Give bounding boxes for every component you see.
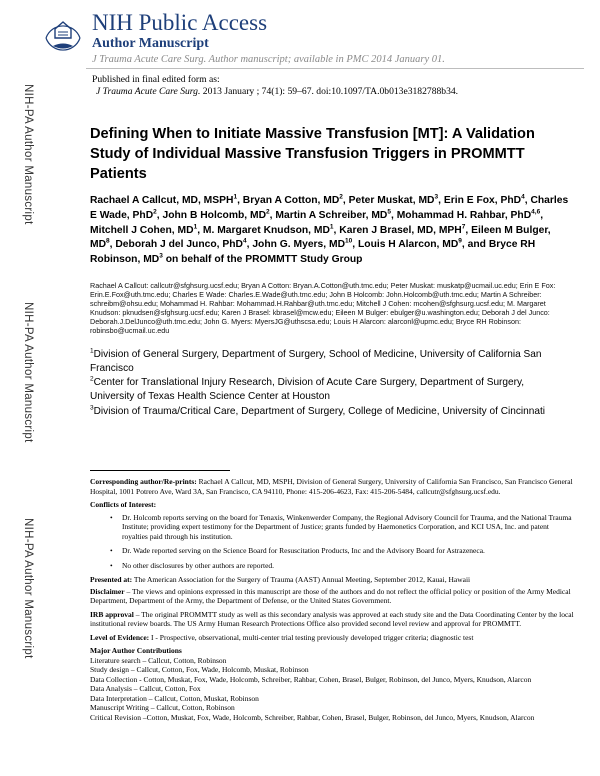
author-affiliation-sup: 8 [106,237,110,245]
author-name-text: Eileen M Bulger, MD [90,224,551,251]
author-name-text: Karen J Brasel, MD, MPH [339,224,462,236]
author-affiliation-sup: 1 [193,223,198,231]
irb-note: IRB approval – The original PROMMTT study as well as this secondary analysis was approved at each study site and the Data Coordinating Center by the local institutional review boards. The US Army Human Research Protections Office also provided second level review and approval for PROMMTT. [90,609,574,628]
affiliation-text: Division of General Surgery, Department of Surgery, School of Medicine, University of California San Francisco [90,349,542,374]
author-name [162,210,269,221]
affiliation-2 [90,376,570,403]
affiliation-1 [90,348,570,375]
author-name [397,210,541,221]
author-manuscript-label: Author Manuscript [92,36,209,51]
conflict-item: • No other disclosures by other authors are reported. [90,561,576,571]
author-affiliation-sup: 1 [233,193,238,201]
side-label-bottom: NIH-PA Author Manuscript [22,518,34,659]
author-connector: and [467,239,489,251]
contribution-item: Data Collection - Cotton, Muskat, Fox, Wade, Holcomb, Schreiber, Rahbar, Cohen, Brasel, Bulger, Robinson, del Junco, Myers, Knudson, Alarcon [90,674,532,684]
author-name-text: Louis H Alarcon, MD [357,239,459,251]
author-affiliation-sup: 4,6 [531,208,541,216]
author-affiliation-sup: 10 [345,237,353,245]
corresponding-label: Corresponding author/Re-prints: [90,477,197,486]
footnotes [90,477,576,722]
conflict-item: • Dr. Holcomb reports serving on the board for Tenaxis, Winkenwerder Company, the Regional Advisory Council for Trauma, and the National Trauma Institute; providing expert testimony for the Department of Justice; grants funded by Haemonetics Corporation, and KCI USA, Inc. and patent royalties paid through his institution. [90,513,576,542]
author-name-text: Bryan A Cotton, MD [242,195,340,206]
published-label: Published in final edited form as: [92,74,220,85]
conflicts-heading: Conflicts of Interest: [90,500,157,509]
affiliation-text: Center for Translational Injury Research, Division of Acute Care Surgery, Department of Surgery, University of Texas Health Science Center at Houston [90,377,525,402]
author-name-text: M. Margaret Knudson, MD [202,224,330,236]
author-affiliation-sup: 2 [266,208,270,216]
author-emails: Rachael A Callcut: callcutr@sfghsurg.ucsf.edu; Bryan A Cotton: Bryan.A.Cotton@uth.tmc.edu; Peter Muskat: muskatp@ucmail.uc.edu; Erin E Fox: Erin.E.Fox@uth.tmc.edu; Charles E Wade: Charles.E.Wade@uth.tmc.edu; John B Holcomb: John.Holcomb@uth.tmc.edu; Martin A Schreiber: schreibm@ohsu.edu; Mohammad H. Rahbar: Mohammad.H.Rahbar@uth.tmc.edu; Mitchell J Cohen: mcohen@sfghsurg.ucsf.edu; M. Margaret Knudson: pknudsen@sfghsurg.ucsf.edu; Karen J Brasel: kbrasel@mcw.edu; Eileen M Bulger: ebulger@u.washington.edu; Deborah J del Junco: Deborah.J.DelJunco@uth.tmc.edu; John G. Myers: MyersJG@uthscsa.edu; Louis H Alarcon: alarconl@upmc.edu; Bryce RH Robinson: robinsbo@ucmail.uc.edu [90,281,556,336]
disclaimer-note: Disclaimer – The views and opinions expressed in this manuscript are those of the authors and do not reflect the official policy or position of the Army Medical Department, Department of the Army, the Department of Defense, or the United States Government. [90,586,571,605]
author-affiliation-sup: 4 [242,237,247,245]
affiliation-text: Division of Trauma/Critical Care, Department of Surgery, College of Medicine, University of Cincinnati [93,406,546,417]
author-name-text: Bryce RH Robinson, MD [90,239,536,266]
author-name-text: Rachael A Callcut, MD, MSPH [90,195,234,206]
contribution-item: Study design – Callcut, Cotton, Fox, Wade, Holcomb, Muskat, Robinson [90,665,309,674]
author-affiliation-sup: 5 [387,208,391,216]
citation-details: 2013 January ; 74(1): 59–67. doi:10.1097/TA.0b013e3182788b34. [200,86,459,97]
author-name-text: Erin E Fox, PhD [443,195,522,206]
author-name-text: Charles E Wade, PhD [90,195,569,221]
author-affiliation-sup: 3 [159,252,163,260]
author-name-text: Mohammad H. Rahbar, PhD [396,209,532,221]
footnote-divider [90,470,230,471]
side-label-middle: NIH-PA Author Manuscript [22,302,34,443]
author-name [349,195,438,206]
presented-note: Presented at: The American Association for the Surgery of Trauma (AAST) Annual Meeting, September 2012, Kauai, Hawaii [90,575,471,584]
author-name [275,210,391,221]
author-name [90,225,197,236]
author-name [203,225,334,236]
author-affiliation-sup: 2 [153,208,157,216]
author-name [243,195,343,206]
corresponding-text: Rachael A Callcut, MD, MSPH, Division of General Surgery, University of California San Francisco, San Francisco General Hospital, 1001 Potrero Ave, Ward 3A, San Francisco, CA 94110, Phone: 415-206-4623, Fax: 415-206-5484, callcutr@sfghsurg.ucsf.edu. [90,477,573,496]
author-affiliation-sup: 3 [434,193,439,201]
affiliation-number: 1 [90,347,94,355]
contribution-item: Critical Revision –Cotton, Muskat, Fox, Wade, Holcomb, Schreiber, Rahbar, Cohen, Brasel, Bulger, Robinson, del Junco, Myers, Knudson, Alarcon [90,712,535,722]
contribution-item: Literature search – Callcut, Cotton, Robinson [90,655,227,665]
nih-seal-logo [40,8,86,68]
contributions-heading: Major Author Contributions [90,646,182,655]
author-name [339,225,465,236]
affiliation-number: 2 [90,375,94,383]
author-name-text: Deborah J del Junco, PhD [115,239,243,251]
author-affiliation-sup: 2 [339,193,343,201]
affiliation-3 [90,405,570,419]
author-name [358,239,462,250]
conflicts-list [90,513,576,571]
author-name [252,239,352,250]
corresponding-author-note [90,477,576,496]
paper-title: Defining When to Initiate Massive Transfusion [MT]: A Validation Study of Individual Massive Transfusion Triggers in PROMMTT Patients [90,126,535,182]
affiliation-number: 3 [90,404,94,412]
side-label-top: NIH-PA Author Manuscript [22,84,34,225]
header-divider [86,68,584,69]
author-name-text: John B Holcomb, MD [162,209,267,221]
author-name-text: John G. Myers, MD [252,239,346,251]
author-name [90,195,237,206]
author-affiliation-sup: 9 [458,237,462,245]
author-name-text: Mitchell J Cohen, MD [90,224,194,236]
contribution-item: Data Interpretation – Callcut, Cotton, Muskat, Robinson [90,693,259,703]
citation-line [92,86,458,98]
author-affiliation-sup: 1 [329,223,334,231]
author-name-text: Martin A Schreiber, MD [275,209,388,221]
study-group: on behalf of the PROMMTT Study Group [162,254,363,266]
author-affiliation-sup: 4 [521,193,525,201]
evidence-note: Level of Evidence: I - Prospective, observational, multi-center trial testing previously developed trigger criteria; diagnostic test [90,632,474,642]
journal-availability-line: J Trauma Acute Care Surg. Author manuscript; available in PMC 2014 January 01. [92,54,445,65]
contribution-item: Data Analysis – Callcut, Cotton, Fox [90,684,201,693]
author-list: Rachael A Callcut, MD, MSPH$^1$, Bryan A Cotton, $MD^2$, Peter Muskat, $MD^3$, Erin E Fox, PhD$^4$, Charles E Wade, PhD$^2$, John B Holcomb, $MD^2$, Martin A Schreiber, $MD^5$, Mohammad H. Rahbar, PhD$^{4,6}$, Mitchell J Cohen, $MD^1$, M. Margaret Knudson, $MD^1$, Karen J Brasel, MD, MPH$^7$, Eileen M Bulger, $MD^8$, Deborah J del Junco, PhD$^4$, John G. Myers, MD$^{10}$, Louis H Alarcon, $MD^9$, and Bryce RH Robinson, $MD^3$ on behalf of the PROMMTT Study Group [90,193,569,266]
author-affiliation-sup: 7 [461,223,466,231]
conflict-item: • Dr. Wade reported serving on the Science Board for Resuscitation Products, Inc and the Advisory Board for Astrazeneca. [90,546,576,556]
author-name-text: Peter Muskat, MD [348,195,435,206]
citation-journal: J Trauma Acute Care Surg. [96,86,201,97]
author-name [115,239,246,250]
contribution-item: Manuscript Writing – Callcut, Cotton, Robinson [90,703,235,712]
nih-public-access-title: NIH Public Access [92,10,268,35]
author-name [444,195,525,206]
publication-info [92,74,458,98]
